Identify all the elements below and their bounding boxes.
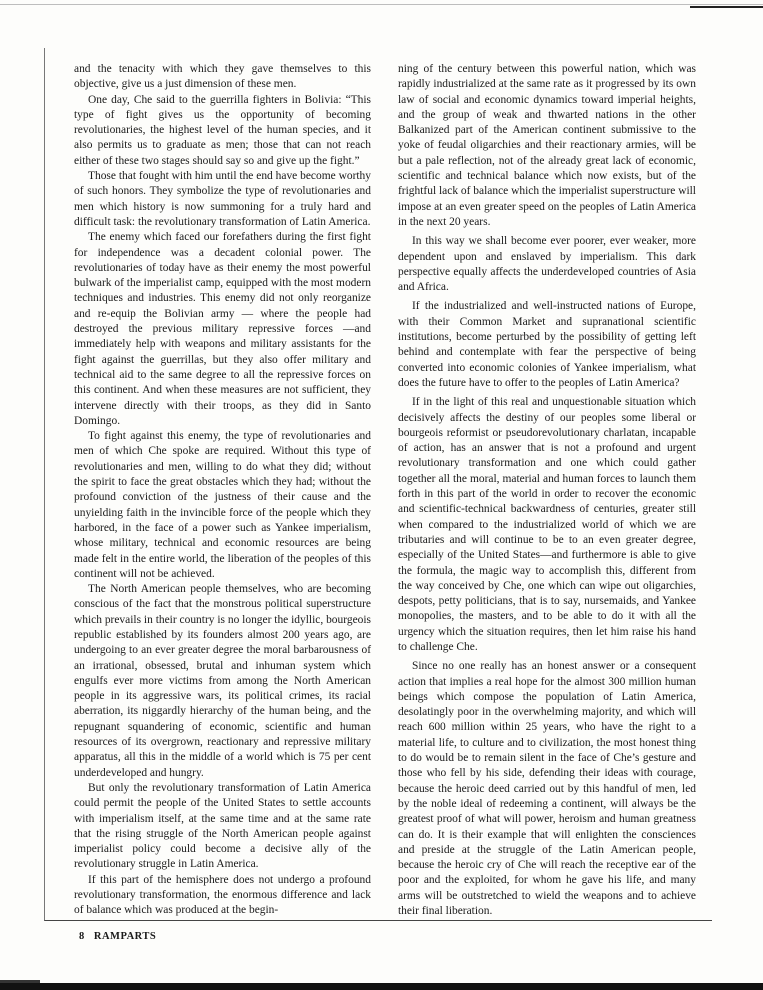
paragraph: In this way we shall become ever poorer, ever weaker, more dependent upon and enslaved by imperialism. This dark perspective equally affects the underdeveloped countries of Asia and Africa. [398,235,696,294]
paragraph: If the industrialized and well-instructed nations of Europe, with their Common Market and supranational scientific institutions, become perturbed by the possibility of getting left behind and contemplate with fear the perspective of being converted into economic colonies of Yankee imperialism, what does the future have to offer to the peoples of Latin America? [398,300,696,389]
top-rule [0,4,763,5]
top-rule-right [690,6,763,8]
page-footer [79,931,156,942]
left-column [74,62,371,919]
paragraph: and the tenacity with which they gave themselves to this objective, give us a just dimension of these men. [74,63,371,91]
paragraph: ning of the century between this powerful nation, which was rapidly industrialized at the same rate as it progressed by its own law of social and economic dynamics toward imperial heights, and the group of weak and thwarted nations in the other Balkanized part of the American continent submissive to the yoke of feudal oligarchies and their reactionary armies, will be but a pale reflection, not of the already great lack of economic, scientific and technical balance which now exists, but of the frightful lack of balance which the imperialist superstructure will impose at an even greater speed on the peoples of Latin America in the next 20 years. [398,63,696,228]
right-column [398,62,696,923]
paragraph: One day, Che said to the guerrilla fighters in Bolivia: “This type of fight gives us the opportunity of becoming revolutionaries, the highest level of the human species, and it also permits us to graduate as men; those that can not reach either of these two stages should say so and give up the fight.” [74,93,371,167]
magazine-name: RAMPARTS [93,931,157,942]
bottom-notch [0,980,40,983]
paragraph: Those that fought with him until the end have become worthy of such honors. They symbolize the type of revolutionaries and men which history is now summoning for a truly hard and difficult task: the revolutionary transformation of Latin America. [74,170,371,228]
paragraph: But only the revolutionary transformation of Latin America could permit the people of the United States to settle accounts with imperialism itself, at the same time and at the same rate that the rising struggle of the North American people against imperialist policy could become a decisive ally of the revolutionary struggle in Latin America. [74,781,371,871]
paragraph: Since no one really has an honest answer or a consequent action that implies a real hope for the almost 300 million human beings which compose the population of Latin America, desolatingly poor in the overwhelming majority, and which will reach 600 million within 25 years, who have the right to a material life, to culture and to civilization, the most honest thing to do would be to remain silent in the face of Che’s gesture and those who fell by his side, defending their ideas with courage, because the heroic deed carried out by this handful of men, led by the noble ideal of redeeming a continent, will always be the greatest proof of what will power, heroism and human greatness can do. It is their example that will enlighten the consciences and preside at the struggle of the Latin American people, because the heroic cry of Che will reach the receptive ear of the poor and the exploited, for whom he gave his life, and many arms will be outstretched to wield the weapons and to achieve their final liberation. [398,660,696,918]
paragraph: To fight against this enemy, the type of revolutionaries and men of which Che spoke are required. Without this type of revolutionaries and men, willing to do what they did; without the spirit to face the great obstacles which they had; without the profound conviction of the justness of their cause and the unyielding faith in the invincible force of the people which they harbored, in the face of a power such as Yankee imperialism, whose military, technical and economic resources are being made felt in the entire world, the liberation of the peoples of this continent will not be achieved. [74,430,371,580]
paragraph: The enemy which faced our forefathers during the first fight for independence was a decadent colonial power. The revolutionaries of today have as their enemy the most powerful bulwark of the imperialist camp, equipped with the most modern techniques and industries. This enemy did not only reorganize and re-equip the Bolivian army — where the people had destroyed the previous military repressive forces —and immediately help with weapons and military assistants for the fight against the guerrillas, but they also offer military and technical aid to the same degree to all the repressive forces on this continent. And when these measures are not sufficient, they intervene directly with their troops, as they did in Santo Domingo. [74,231,371,427]
top-edge [0,0,763,5]
paragraph: If in the light of this real and unquestionable situation which decisively affects the destiny of our peoples some liberal or bourgeois reformist or pseudorevolutionary charlatan, incapable of action, has an answer that is not a profound and urgent revolutionary transformation and one which could gather together all the moral, material and human forces to launch them forth in this part of the world in order to recover the economic and scientific-technical backwardness of centuries, greater still when compared to the industrialized world of which we are tributaries and will continue to be to an even greater degree, especially of the United States—and furthermore is able to give the formula, the magic way to accomplish this, different from the way conceived by Che, one which can wipe out oligarchies, despots, petty politicians, that is to say, nursemaids, and Yankee monopolies, the masters, and to be able to do it with all the urgency which the situation requires, then let him raise his hand to challenge Che. [398,396,696,653]
paragraph: If this part of the hemisphere does not undergo a profound revolutionary transformation, the enormous difference and lack of balance which was produced at the begin- [74,873,371,917]
bottom-edge [0,983,763,990]
page-number: 8 [79,931,85,942]
paragraph: The North American people themselves, who are becoming conscious of the fact that the monstrous political superstructure which prevails in their country is no longer the idyllic, bourgeois republic established by its founders almost 200 years ago, are undergoing to an ever greater degree the moral barbarousness of an irrational, obsessed, brutal and inhuman system which engulfs ever more victims from among the North American people in its aggressive wars, its political crimes, its racial aberration, its niggardly hierarchy of the human being, and the repugnant squandering of economic, scientific and human resources of its overgrown, reactionary and repressive military apparatus, all this in the middle of a world which is 75 per cent underdeveloped and hungry. [74,583,371,779]
